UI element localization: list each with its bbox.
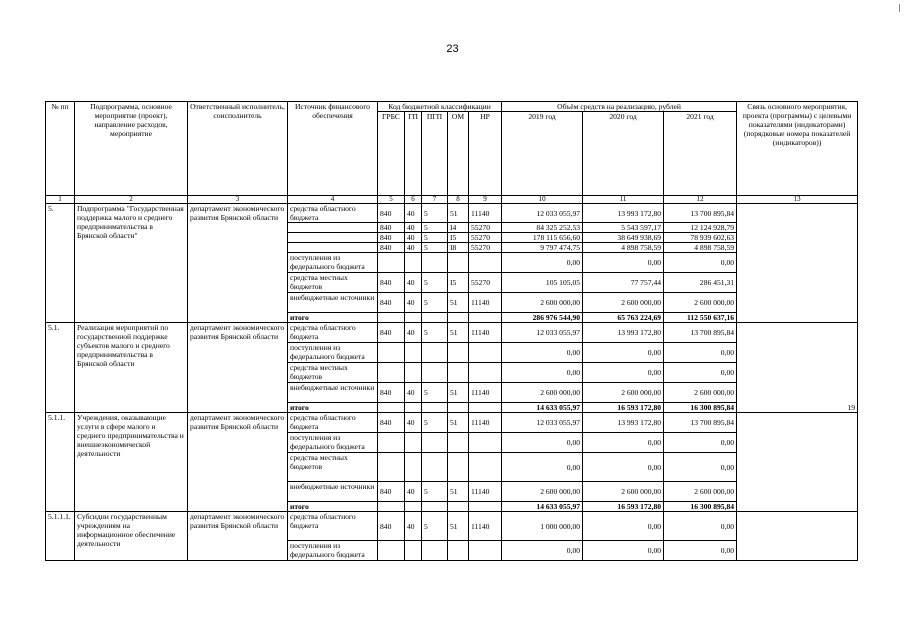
amount-2021-cell: 286 451,31: [664, 273, 737, 293]
np-cell: [469, 541, 502, 561]
gp-cell: 40: [405, 293, 422, 313]
source-cell: средства областного бюджета: [288, 413, 378, 433]
gp-cell: [405, 313, 422, 323]
header-2021: 2021 год: [664, 112, 737, 196]
grbs-cell: [378, 343, 405, 363]
gp-cell: [405, 403, 422, 413]
column-number: 4: [288, 196, 378, 204]
indicator-link-cell: [737, 413, 858, 512]
source-cell: поступления из федерального бюджета: [288, 541, 378, 561]
om-cell: 51: [448, 293, 469, 313]
grbs-cell: [378, 433, 405, 453]
om-cell: [448, 453, 469, 482]
np-cell: 55270: [469, 243, 502, 253]
om-cell: 51: [448, 512, 469, 541]
amount-2019-cell: 1 000 000,00: [502, 512, 583, 541]
amount-2019-cell: 2 600 000,00: [502, 293, 583, 313]
pgp-cell: [422, 403, 448, 413]
amount-2020-cell: 65 763 224,69: [583, 313, 664, 323]
om-cell: 51: [448, 323, 469, 343]
source-cell: средства местных бюджетов: [288, 273, 378, 293]
om-cell: [448, 253, 469, 273]
source-cell: итого: [288, 502, 378, 512]
np-cell: 55270: [469, 273, 502, 293]
row-number-cell: 5.1.1.1.: [46, 512, 75, 561]
header-source: Источник финансового обеспечения: [288, 102, 378, 196]
grbs-cell: [378, 541, 405, 561]
amount-2020-cell: 16 593 172,80: [583, 403, 664, 413]
column-number: 7: [422, 196, 448, 204]
gp-cell: [405, 502, 422, 512]
amount-2020-cell: 13 993 172,80: [583, 323, 664, 343]
np-cell: 11140: [469, 323, 502, 343]
table-body: [46, 204, 858, 561]
column-number: 5: [378, 196, 405, 204]
om-cell: [448, 502, 469, 512]
source-cell: [288, 243, 378, 253]
amount-2020-cell: 0,00: [583, 253, 664, 273]
column-number: 10: [502, 196, 583, 204]
executor-cell: департамент экономического развития Брянской области: [188, 204, 288, 323]
pgp-cell: [422, 363, 448, 383]
pgp-cell: 5: [422, 323, 448, 343]
amount-2019-cell: 14 633 055,97: [502, 502, 583, 512]
np-cell: [469, 403, 502, 413]
source-cell: средства областного бюджета: [288, 323, 378, 343]
pgp-cell: 5: [422, 383, 448, 403]
program-name-cell: Подпрограмма "Государственная поддержка малого и среднего предпринимательства в Брянской области": [75, 204, 188, 323]
np-cell: [469, 253, 502, 273]
grbs-cell: [378, 403, 405, 413]
amount-2021-cell: 0,00: [664, 253, 737, 273]
gp-cell: 40: [405, 273, 422, 293]
source-cell: средства областного бюджета: [288, 204, 378, 223]
gp-cell: 40: [405, 223, 422, 233]
om-cell: [448, 343, 469, 363]
om-cell: 51: [448, 413, 469, 433]
amount-2021-cell: 13 700 895,84: [664, 323, 737, 343]
amount-2020-cell: 0,00: [583, 343, 664, 363]
executor-cell: департамент экономического развития Брянской области: [188, 512, 288, 561]
grbs-cell: [378, 253, 405, 273]
amount-2020-cell: 0,00: [583, 433, 664, 453]
pgp-cell: [422, 253, 448, 273]
column-number: 9: [469, 196, 502, 204]
amount-2021-cell: 0,00: [664, 541, 737, 561]
header-link: Связь основного мероприятия, проекта (программы) с целевыми показателями (индикаторами) (порядковые номера показателей (индикаторов)): [737, 102, 858, 196]
np-cell: 11140: [469, 482, 502, 502]
pgp-cell: [422, 453, 448, 482]
amount-2021-cell: 0,00: [664, 433, 737, 453]
amount-2021-cell: 0,00: [664, 453, 737, 482]
amount-2019-cell: 2 600 000,00: [502, 383, 583, 403]
om-cell: 51: [448, 482, 469, 502]
amount-2020-cell: 77 757,44: [583, 273, 664, 293]
amount-2021-cell: 2 600 000,00: [664, 383, 737, 403]
amount-2019-cell: 0,00: [502, 541, 583, 561]
amount-2021-cell: 12 124 928,79: [664, 223, 737, 233]
amount-2020-cell: 5 543 597,17: [583, 223, 664, 233]
gp-cell: [405, 343, 422, 363]
gp-cell: 40: [405, 243, 422, 253]
source-cell: средства местных бюджетов: [288, 363, 378, 383]
amount-2021-cell: 2 600 000,00: [664, 293, 737, 313]
source-cell: поступления из федерального бюджета: [288, 433, 378, 453]
amount-2020-cell: 16 593 172,80: [583, 502, 664, 512]
gp-cell: 40: [405, 413, 422, 433]
amount-2020-cell: 13 993 172,80: [583, 204, 664, 223]
np-cell: [469, 313, 502, 323]
header-2019: 2019 год: [502, 112, 583, 196]
column-number: 11: [583, 196, 664, 204]
page-number: 23: [446, 43, 459, 55]
gp-cell: 40: [405, 204, 422, 223]
grbs-cell: 840: [378, 323, 405, 343]
amount-2021-cell: 0,00: [664, 343, 737, 363]
amount-2021-cell: 13 700 895,84: [664, 413, 737, 433]
source-cell: [288, 223, 378, 233]
amount-2019-cell: 0,00: [502, 433, 583, 453]
amount-2019-cell: 12 033 055,97: [502, 323, 583, 343]
gp-cell: [405, 253, 422, 273]
budget-table: [45, 101, 858, 561]
pgp-cell: 5: [422, 233, 448, 243]
program-name-cell: Реализация мероприятий по государственной поддержке субъектов малого и среднего предпринимательства в Брянской области: [75, 323, 188, 413]
header-program: Подпрограмма, основное мероприятие (проект), направление расходов, мероприятие: [75, 102, 188, 196]
column-number: 1: [46, 196, 75, 204]
table-row: [46, 512, 858, 541]
amount-2019-cell: 0,00: [502, 343, 583, 363]
source-cell: поступления из федерального бюджета: [288, 253, 378, 273]
pgp-cell: 5: [422, 243, 448, 253]
grbs-cell: [378, 453, 405, 482]
om-cell: I4: [448, 223, 469, 233]
amount-2020-cell: 0,00: [583, 453, 664, 482]
header-np: НР: [469, 112, 502, 196]
column-number: 8: [448, 196, 469, 204]
table-row: [46, 323, 858, 343]
row-number-cell: 5.1.1.: [46, 413, 75, 512]
amount-2021-cell: 13 700 895,84: [664, 204, 737, 223]
np-cell: [469, 343, 502, 363]
header-num: № пп: [46, 102, 75, 196]
grbs-cell: 840: [378, 223, 405, 233]
source-cell: итого: [288, 403, 378, 413]
executor-cell: департамент экономического развития Брянской области: [188, 413, 288, 512]
column-number: 6: [405, 196, 422, 204]
amount-2019-cell: 105 105,05: [502, 273, 583, 293]
pgp-cell: 5: [422, 293, 448, 313]
amount-2020-cell: 0,00: [583, 363, 664, 383]
om-cell: 51: [448, 204, 469, 223]
source-cell: внебюджетные источники: [288, 293, 378, 313]
amount-2019-cell: 9 797 474,75: [502, 243, 583, 253]
amount-2019-cell: 286 976 544,90: [502, 313, 583, 323]
gp-cell: [405, 363, 422, 383]
np-cell: 11140: [469, 383, 502, 403]
pgp-cell: 5: [422, 273, 448, 293]
table-row: [46, 204, 858, 223]
gp-cell: 40: [405, 383, 422, 403]
np-cell: [469, 363, 502, 383]
np-cell: [469, 433, 502, 453]
source-cell: поступления из федерального бюджета: [288, 343, 378, 363]
pgp-cell: 5: [422, 512, 448, 541]
source-cell: итого: [288, 313, 378, 323]
source-cell: внебюджетные источники: [288, 482, 378, 502]
gp-cell: [405, 433, 422, 453]
grbs-cell: 840: [378, 383, 405, 403]
np-cell: 55270: [469, 233, 502, 243]
amount-2020-cell: 0,00: [583, 512, 664, 541]
row-number-cell: 5.: [46, 204, 75, 323]
column-numbers-row: [46, 196, 858, 204]
pgp-cell: 5: [422, 204, 448, 223]
gp-cell: [405, 541, 422, 561]
np-cell: 11140: [469, 413, 502, 433]
amount-2021-cell: 2 600 000,00: [664, 482, 737, 502]
column-number: 2: [75, 196, 188, 204]
np-cell: [469, 453, 502, 482]
grbs-cell: [378, 363, 405, 383]
om-cell: [448, 363, 469, 383]
amount-2019-cell: 0,00: [502, 363, 583, 383]
amount-2019-cell: 2 600 000,00: [502, 482, 583, 502]
amount-2019-cell: 12 033 055,97: [502, 204, 583, 223]
row-number-cell: 5.1.: [46, 323, 75, 413]
amount-2019-cell: 0,00: [502, 453, 583, 482]
om-cell: 51: [448, 383, 469, 403]
grbs-cell: [378, 502, 405, 512]
amount-2020-cell: 2 600 000,00: [583, 482, 664, 502]
grbs-cell: 840: [378, 273, 405, 293]
indicator-link-cell: [737, 512, 858, 561]
amount-2020-cell: 0,00: [583, 541, 664, 561]
executor-cell: департамент экономического развития Брянской области: [188, 323, 288, 413]
grbs-cell: 840: [378, 233, 405, 243]
pgp-cell: [422, 541, 448, 561]
pgp-cell: 5: [422, 223, 448, 233]
grbs-cell: 840: [378, 204, 405, 223]
pgp-cell: [422, 502, 448, 512]
column-number: 13: [737, 196, 858, 204]
indicator-link-cell: [737, 204, 858, 323]
pgp-cell: [422, 343, 448, 363]
program-name-cell: Учреждения, оказывающие услуги в сфере малого и среднего предпринимательства и внешнеэкономической деятельности: [75, 413, 188, 512]
amount-2021-cell: 16 300 895,84: [664, 403, 737, 413]
gp-cell: 40: [405, 233, 422, 243]
amount-2019-cell: 12 033 055,97: [502, 413, 583, 433]
amount-2021-cell: 0,00: [664, 512, 737, 541]
amount-2021-cell: 4 898 758,59: [664, 243, 737, 253]
grbs-cell: 840: [378, 293, 405, 313]
column-number: 12: [664, 196, 737, 204]
source-cell: внебюджетные источники: [288, 383, 378, 403]
grbs-cell: 840: [378, 482, 405, 502]
source-cell: средства областного бюджета: [288, 512, 378, 541]
page-edge-mark: [899, 4, 900, 12]
indicator-link-cell: 19: [737, 323, 858, 413]
om-cell: [448, 313, 469, 323]
pgp-cell: 5: [422, 482, 448, 502]
amount-2019-cell: 84 325 252,53: [502, 223, 583, 233]
gp-cell: 40: [405, 512, 422, 541]
om-cell: I5: [448, 233, 469, 243]
source-cell: средства местных бюджетов: [288, 453, 378, 482]
column-number: 3: [188, 196, 288, 204]
amount-2020-cell: 2 600 000,00: [583, 383, 664, 403]
amount-2020-cell: 38 649 938,69: [583, 233, 664, 243]
header-om: ОМ: [448, 112, 469, 196]
om-cell: I5: [448, 273, 469, 293]
np-cell: 55270: [469, 223, 502, 233]
program-name-cell: Субсидии государственным учреждениям на информационное обеспечение деятельности: [75, 512, 188, 561]
amount-2021-cell: 112 550 637,16: [664, 313, 737, 323]
amount-2019-cell: 178 115 656,60: [502, 233, 583, 243]
np-cell: 11140: [469, 293, 502, 313]
pgp-cell: 5: [422, 413, 448, 433]
np-cell: [469, 502, 502, 512]
header-pgp: ПГП: [422, 112, 448, 196]
om-cell: I8: [448, 243, 469, 253]
header-code-group: Код бюджетной классификации: [378, 102, 502, 112]
om-cell: [448, 403, 469, 413]
np-cell: 11140: [469, 204, 502, 223]
grbs-cell: 840: [378, 243, 405, 253]
om-cell: [448, 541, 469, 561]
amount-2021-cell: 16 300 895,84: [664, 502, 737, 512]
amount-2020-cell: 2 600 000,00: [583, 293, 664, 313]
amount-2021-cell: 0,00: [664, 363, 737, 383]
header-grbs: ГРБС: [378, 112, 405, 196]
amount-2020-cell: 4 898 758,59: [583, 243, 664, 253]
om-cell: [448, 433, 469, 453]
pgp-cell: [422, 313, 448, 323]
header-2020: 2020 год: [583, 112, 664, 196]
gp-cell: 40: [405, 323, 422, 343]
header-executor: Ответственный исполнитель, соисполнитель: [188, 102, 288, 196]
grbs-cell: 840: [378, 512, 405, 541]
table-row: [46, 413, 858, 433]
grbs-cell: [378, 313, 405, 323]
amount-2019-cell: 14 633 055,97: [502, 403, 583, 413]
header-gp: ГП: [405, 112, 422, 196]
header-volume-group: Объём средств на реализацию, рублей: [502, 102, 737, 112]
amount-2019-cell: 0,00: [502, 253, 583, 273]
np-cell: 11140: [469, 512, 502, 541]
amount-2020-cell: 13 993 172,80: [583, 413, 664, 433]
grbs-cell: 840: [378, 413, 405, 433]
gp-cell: 40: [405, 482, 422, 502]
gp-cell: [405, 453, 422, 482]
source-cell: [288, 233, 378, 243]
pgp-cell: [422, 433, 448, 453]
amount-2021-cell: 78 939 602,63: [664, 233, 737, 243]
